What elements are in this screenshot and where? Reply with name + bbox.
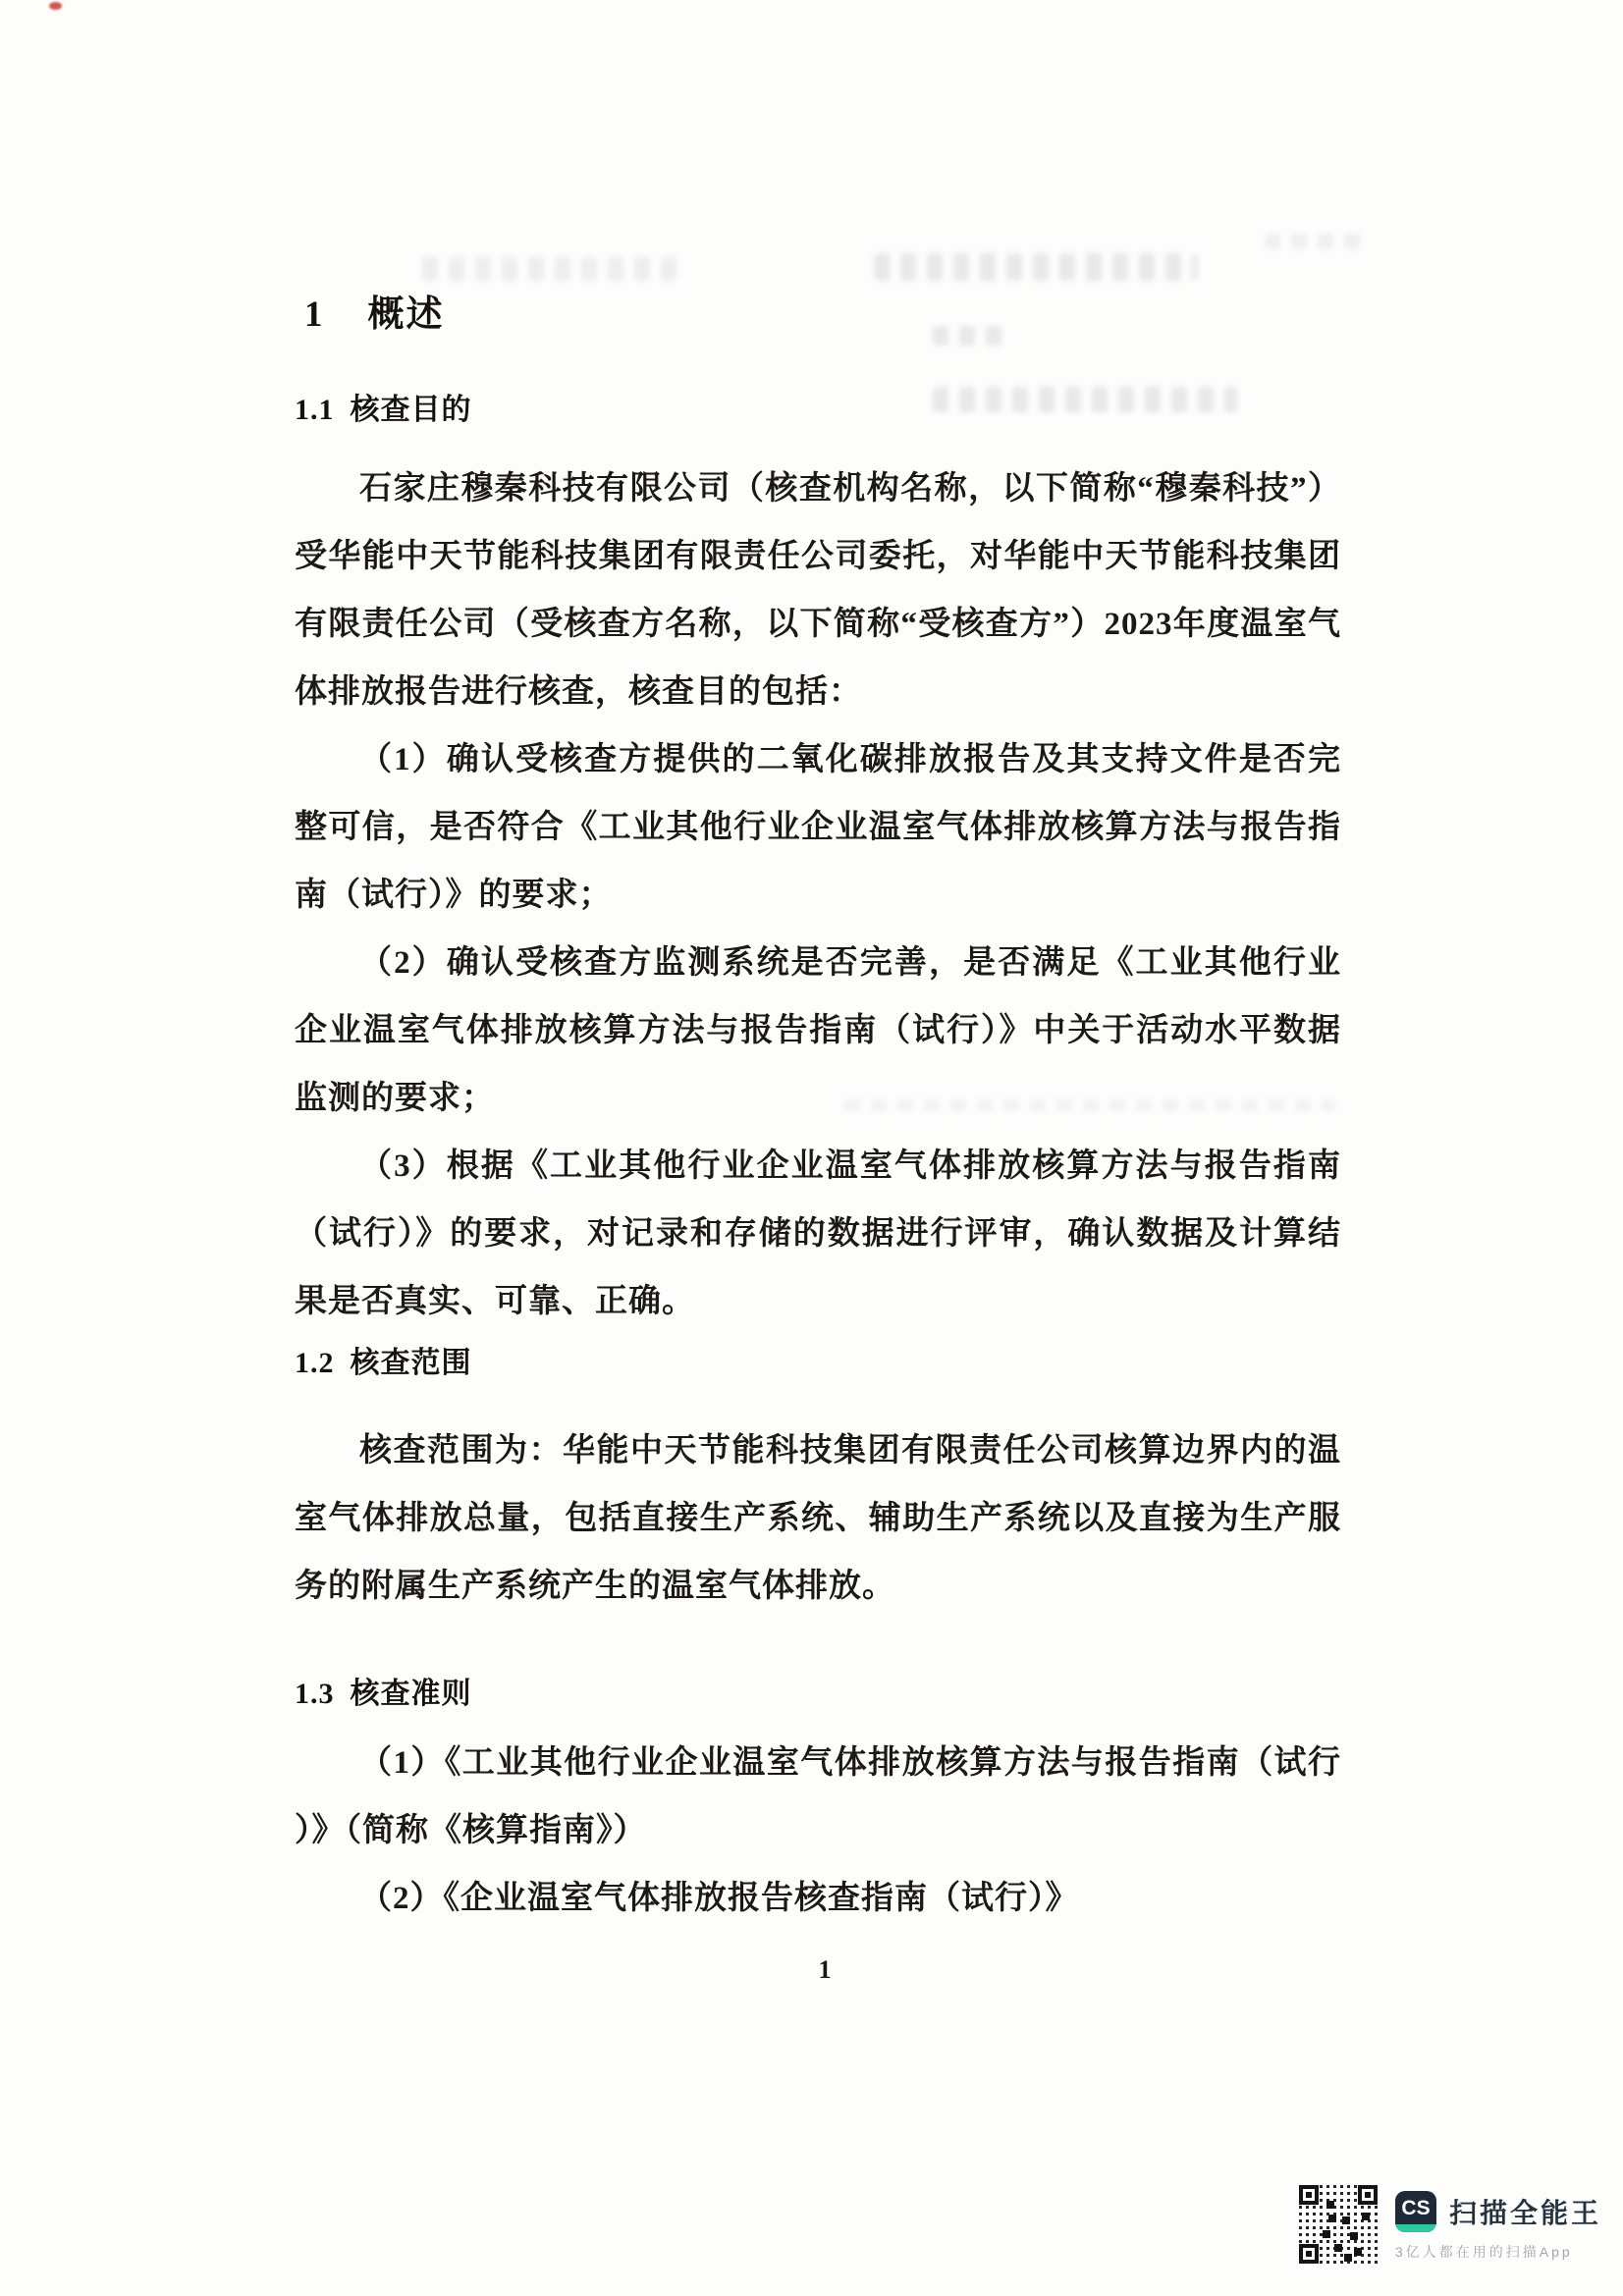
paragraph: （2）确认受核查方监测系统是否完善，是否满足《工业其他行业企业温室气体排放核算方法与报告指南（试行）》中关于活动水平数据监测的要求； [295, 945, 1341, 1116]
section-title: 核查目的 [350, 394, 472, 426]
section-title: 核查准则 [350, 1678, 472, 1710]
section-heading-1-2 [295, 1338, 472, 1381]
logo-text: CS [1401, 2197, 1431, 2219]
scan-mark [49, 2, 62, 10]
section-body-1-2 [295, 1417, 1341, 1621]
camscanner-watermark [1299, 2185, 1601, 2264]
paragraph: （1）《工业其他行业企业温室气体排放核算方法与报告指南（试行）》（简称《核算指南》） [295, 1745, 1341, 1848]
paragraph: 核查范围为：华能中天节能科技集团有限责任公司核算边界内的温室气体排放总量，包括直接生产系统、辅助生产系统以及直接为生产服务的附属生产系统产生的温室气体排放。 [295, 1433, 1341, 1604]
paragraph: （1）确认受核查方提供的二氧化碳排放报告及其支持文件是否完整可信，是否符合《工业其他行业企业温室气体排放核算方法与报告指南（试行）》的要求； [295, 742, 1341, 913]
qr-code-icon [1299, 2185, 1378, 2264]
qr-finder-icon [1299, 2185, 1319, 2205]
qr-finder-icon [1358, 2185, 1378, 2205]
scan-artifact [874, 253, 1198, 281]
section-body-1-3 [295, 1730, 1341, 1933]
paragraph: （3）根据《工业其他行业企业温室气体排放核算方法与报告指南（试行）》的要求，对记录和存储的数据进行评审，确认数据及计算结果是否真实、可靠、正确。 [295, 1148, 1341, 1319]
section-heading-1-1 [295, 385, 472, 428]
section-number: 1.1 [295, 394, 335, 426]
watermark-text-block [1395, 2185, 1601, 2262]
camscanner-logo-icon [1395, 2191, 1436, 2232]
scan-artifact [422, 257, 677, 281]
chapter-heading [304, 284, 445, 337]
app-tagline: 3亿人都在用的扫描App [1395, 2244, 1573, 2260]
section-number: 1.3 [295, 1678, 335, 1710]
qr-modules [1328, 2215, 1336, 2222]
scan-artifact [933, 326, 1001, 346]
section-body-1-1 [295, 455, 1341, 1336]
qr-finder-icon [1299, 2244, 1319, 2264]
page-number: 1 [818, 1955, 832, 1984]
paragraph: 石家庄穆秦科技有限公司（核查机构名称，以下简称“穆秦科技”）受华能中天节能科技集团有限责任公司委托，对华能中天节能科技集团有限责任公司（受核查方名称，以下简称“受核查方”）2023年度温室气体排放报告进行核查，核查目的包括： [295, 471, 1341, 710]
scan-artifact [933, 387, 1237, 412]
scan-artifact [1265, 234, 1363, 249]
app-name: 扫描全能王 [1449, 2198, 1602, 2228]
section-number: 1.2 [295, 1347, 335, 1379]
logo-teal-bar [1395, 2224, 1436, 2232]
section-title: 核查范围 [350, 1347, 472, 1379]
section-heading-1-3 [295, 1669, 472, 1712]
chapter-title: 概述 [367, 294, 445, 335]
chapter-number: 1 [304, 294, 325, 335]
paragraph: （2）《企业温室气体排放报告核查指南（试行）》 [359, 1881, 1079, 1916]
